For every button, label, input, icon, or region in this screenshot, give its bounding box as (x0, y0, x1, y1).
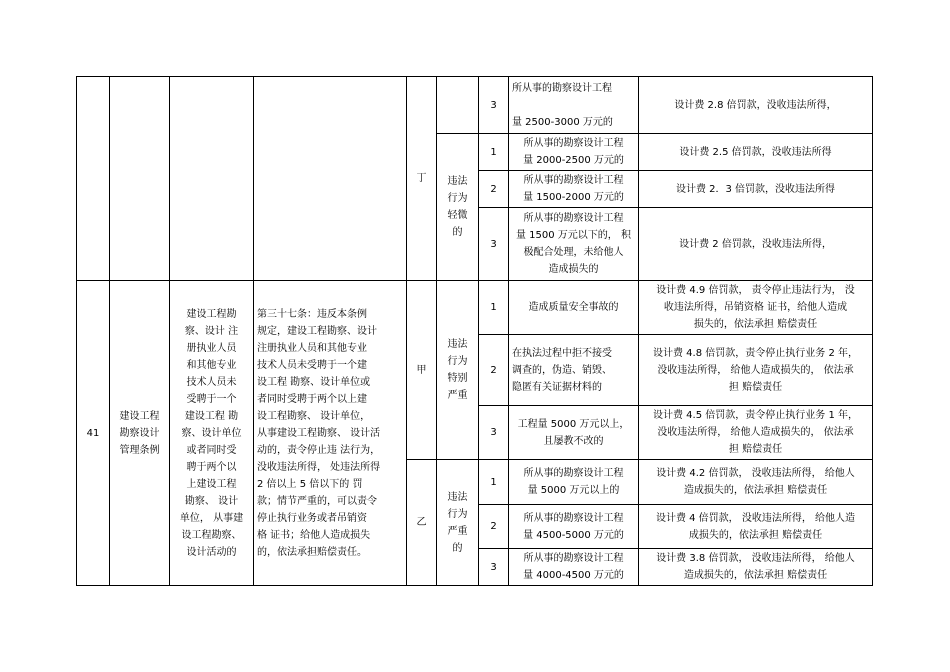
sub-no: 2 (479, 335, 509, 406)
grade-cell: 甲 (407, 281, 437, 460)
law-name-cell: 建设工程 勘察设计 管理条例 (110, 281, 170, 586)
condition-cell: 工程量 5000 万元以上， 且屡教不改的 (509, 406, 639, 460)
condition-cell: 所从事的勘察设计工程 量 5000 万元以上的 (509, 460, 639, 505)
penalty-cell: 设计费 4.8 倍罚款，责令停止执行业务 2 年， 没收违法所得， 给他人造成损失的， 依法承 担 赔偿责任 (639, 335, 873, 406)
condition-cell: 所从事的勘察设计工程 量 1500-2000 万元的 (509, 171, 639, 208)
violation-level-cell: 违法 行为 轻微 的 (437, 134, 479, 281)
sub-no: 3 (479, 549, 509, 586)
violation-cell-empty (437, 77, 479, 134)
penalty-cell: 设计费 2．3 倍罚款，没收违法所得 (639, 171, 873, 208)
sub-no: 1 (479, 134, 509, 171)
seq-cell-empty (77, 77, 110, 281)
grade-cell: 丁 (407, 77, 437, 281)
sub-no: 3 (479, 77, 509, 134)
penalty-cell: 设计费 2 倍罚款，没收违法所得， (639, 208, 873, 281)
entry-seq-cell: 41 (77, 281, 110, 586)
table-row (77, 281, 873, 335)
sub-no: 2 (479, 171, 509, 208)
sub-no: 1 (479, 460, 509, 505)
sub-no: 2 (479, 505, 509, 549)
condition-cell: 造成质量安全事故的 (509, 281, 639, 335)
condition-cell: 所从事的勘察设计工程 量 2500-3000 万元的 (509, 77, 639, 134)
grade-cell: 乙 (407, 460, 437, 586)
penalty-cell: 设计费 4.9 倍罚款， 责令停止违法行为， 没 收违法所得，吊销资格 证书，给他人造成 损失的，依法承担 赔偿责任 (639, 281, 873, 335)
sub-no: 3 (479, 208, 509, 281)
sub-no: 3 (479, 406, 509, 460)
violation-level-cell: 违法 行为 严重 的 (437, 460, 479, 586)
violation-level-cell: 违法 行为 特别 严重 (437, 281, 479, 460)
penalty-basis-cell: 第三十七条：违反本条例 规定，建设工程勘察、设计 注册执业人员和其他专业 技术人员未受聘于一个建 设工程 勘察、设计单位或 者同时受聘于两个以上建 设工程勘察、 设计单位， 从事建设工程勘察、 设计活 动的，责令停止违 法行为， 没收违法所得， 处违法所得 2 倍以上 5 倍以下的 罚 款；情节严重的，可以责令 停止执行业务或者吊销资 格 证书；给他人造成损失 的，依法承担赔偿责任。 (254, 281, 407, 586)
condition-cell: 所从事的勘察设计工程 量 4500-5000 万元的 (509, 505, 639, 549)
penalty-cell: 设计费 4.2 倍罚款， 没收违法所得， 给他人 造成损失的，依法承担 赔偿责任 (639, 460, 873, 505)
basis-cell-empty (254, 77, 407, 281)
penalty-cell: 设计费 4.5 倍罚款，责令停止执行业务 1 年， 没收违法所得， 给他人造成损失的， 依法承 担 赔偿责任 (639, 406, 873, 460)
penalty-cell: 设计费 4 倍罚款， 没收违法所得， 给他人造 成损失的，依法承担 赔偿责任 (639, 505, 873, 549)
penalty-table (76, 76, 873, 586)
condition-cell: 在执法过程中拒不接受 调查的，伪造、销毁、 隐匿有关证据材料的 (509, 335, 639, 406)
behavior-cell-empty (170, 77, 254, 281)
condition-cell: 所从事的勘察设计工程 量 1500 万元以下的， 积 极配合处理，未给他人 造成损失的 (509, 208, 639, 281)
penalty-cell: 设计费 2.8 倍罚款，没收违法所得， (639, 77, 873, 134)
illegal-behavior-cell: 建设工程勘 察、设计 注 册执业人员 和其他专业 技术人员未 受聘于一个 建设工程 勘 察、设计单位 或者同时受 聘于两个以 上建设工程 勘察、 设计 单位， 从事建 设工程勘察、 设计活动的 (170, 281, 254, 586)
table-row (77, 77, 873, 134)
condition-cell: 所从事的勘察设计工程 量 2000-2500 万元的 (509, 134, 639, 171)
law-cell-empty (110, 77, 170, 281)
penalty-cell: 设计费 2.5 倍罚款，没收违法所得 (639, 134, 873, 171)
penalty-cell: 设计费 3.8 倍罚款， 没收违法所得， 给他人 造成损失的，依法承担 赔偿责任 (639, 549, 873, 586)
condition-cell: 所从事的勘察设计工程 量 4000-4500 万元的 (509, 549, 639, 586)
sub-no: 1 (479, 281, 509, 335)
